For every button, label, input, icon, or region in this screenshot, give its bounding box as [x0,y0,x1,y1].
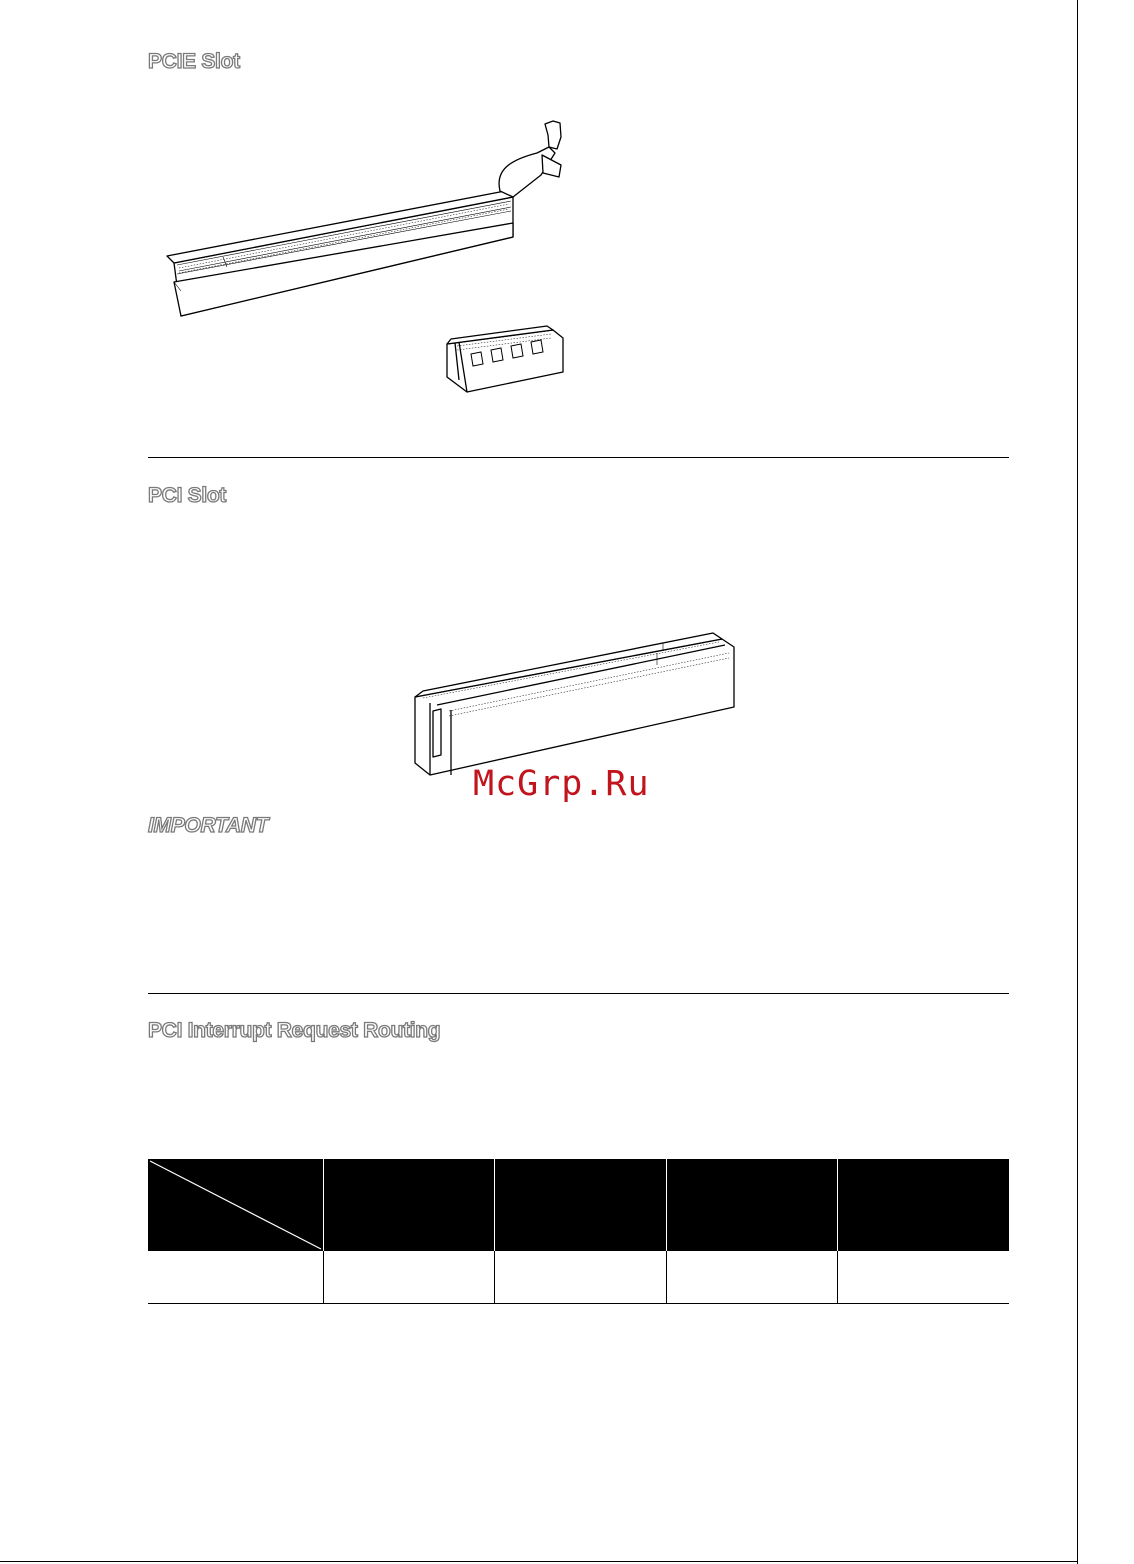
table-cell [495,1251,666,1304]
table-header-cell [666,1159,837,1251]
watermark-text: McGrp.Ru [473,764,650,804]
section-divider [148,993,1009,994]
irq-routing-table [148,1159,1009,1304]
page-border-bottom [0,1561,1078,1562]
pci-slot-illustration [413,625,738,780]
pci-slot-title: PCI Slot [148,484,227,507]
table-corner-cell [148,1159,324,1251]
table-header-row [148,1159,1009,1251]
table-row [148,1251,1009,1304]
irq-routing-title: PCI Interrupt Request Routing [148,1019,441,1042]
table-cell [838,1251,1009,1304]
pcie-slot-title: PCIE Slot [148,50,240,73]
section-divider [148,457,1009,458]
important-title: IMPORTANT [148,814,269,837]
table-header-cell [324,1159,495,1251]
table-cell [666,1251,837,1304]
pcie-x1-slot-illustration [443,322,568,397]
diagonal-divider-icon [148,1159,323,1251]
table-cell [148,1251,324,1304]
table-header-cell [495,1159,666,1251]
page-border-right [1077,0,1078,1564]
table-cell [324,1251,495,1304]
pcie-x16-slot-illustration [165,115,585,325]
table-header-cell [838,1159,1009,1251]
